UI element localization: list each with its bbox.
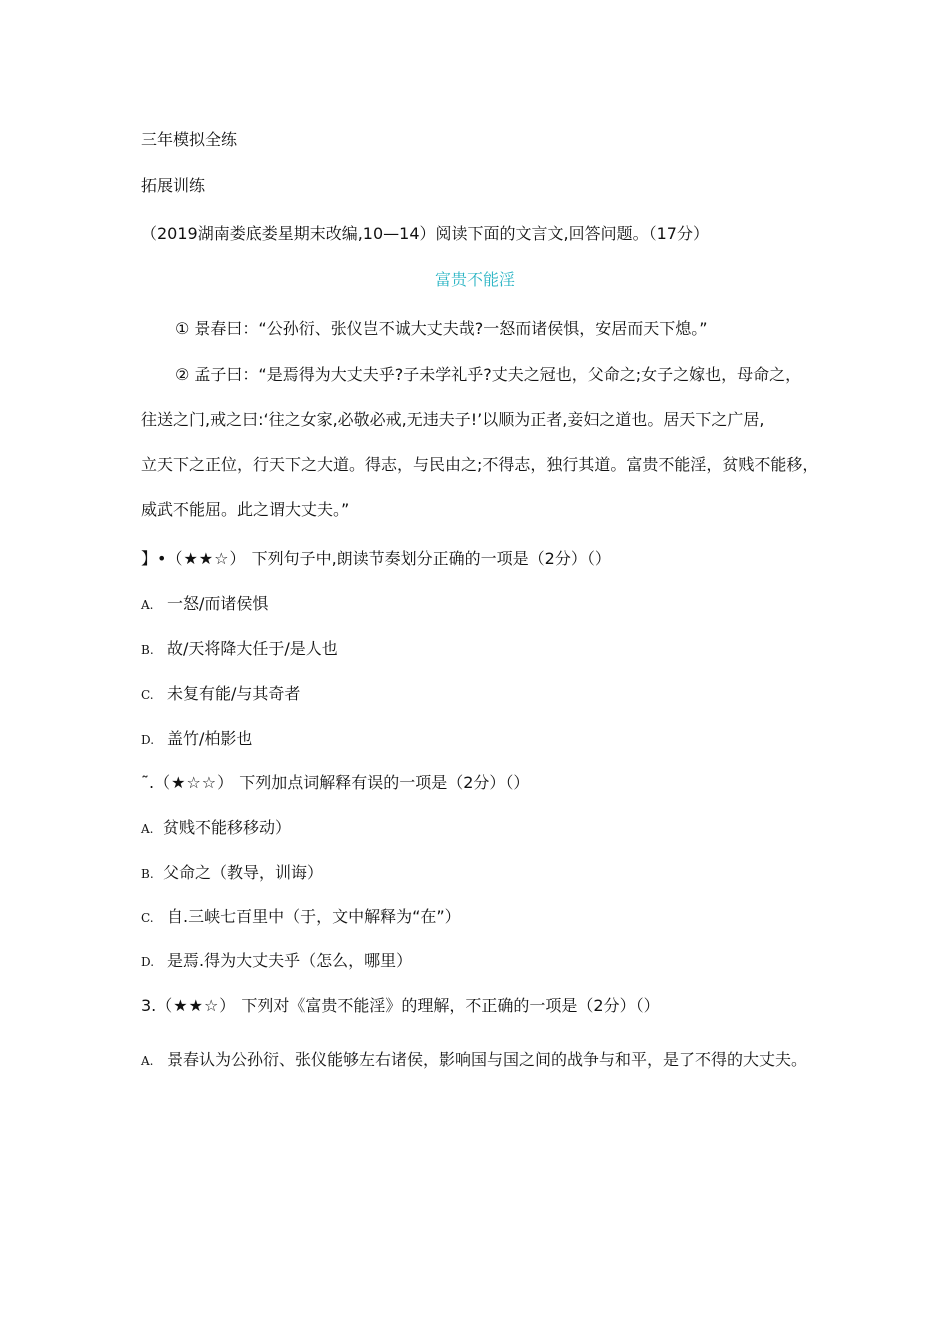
option-letter: A. xyxy=(141,822,154,836)
option-text: 自.三峡七百里中（于，文中解释为“在”） xyxy=(167,907,461,926)
question-3 xyxy=(141,996,660,1016)
option-c xyxy=(141,907,461,928)
section-title: 三年模拟全练 xyxy=(141,130,238,149)
option-c xyxy=(141,684,300,705)
option-letter: B. xyxy=(141,643,154,657)
difficulty-stars: （★★☆） xyxy=(166,549,247,568)
option-text: 故/天将降大任于/是人也 xyxy=(167,639,338,658)
passage-paragraph: ② 孟子曰：“是焉得为大丈夫乎?子未学礼乎?丈夫之冠也，父命之;女子之嫁也，母命之， xyxy=(175,365,802,384)
option-a xyxy=(141,594,268,615)
question-1 xyxy=(141,549,611,569)
option-text: 未复有能/与其奇者 xyxy=(167,684,301,703)
difficulty-stars: （★☆☆） xyxy=(154,773,235,792)
option-letter: D. xyxy=(141,733,155,747)
passage-line: 立天下之正位，行天下之大道。得志，与民由之;不得志，独行其道。富贵不能淫，贫贱不能移， xyxy=(141,455,819,474)
option-letter: D. xyxy=(141,955,155,969)
passage-title: 富贵不能淫 xyxy=(434,270,515,289)
question-2 xyxy=(141,773,529,793)
option-b xyxy=(141,863,323,884)
option-text: 父命之（教导，训诲） xyxy=(163,863,324,882)
option-text: 是焉.得为大丈夫乎（怎么，哪里） xyxy=(167,951,413,970)
subsection-title: 拓展训练 xyxy=(141,176,206,195)
option-a xyxy=(141,1050,807,1071)
option-text: 盖竹/柏影也 xyxy=(167,729,253,748)
intro-text: （2019湖南娄底娄星期末改编,10—14）阅读下面的文言文,回答问题。（17分） xyxy=(141,224,709,243)
question-number: 3. xyxy=(141,996,157,1015)
question-text: 下列对《富贵不能淫》的理解，不正确的一项是（2分）（） xyxy=(241,996,660,1015)
option-letter: B. xyxy=(141,867,154,881)
question-number: ˜. xyxy=(141,773,155,792)
option-text: 景春认为公孙衍、张仪能够左右诸侯，影响国与国之间的战争与和平，是了不得的大丈夫。 xyxy=(167,1050,808,1069)
option-text: 一怒/而诸侯惧 xyxy=(167,594,269,613)
difficulty-stars: （★★☆） xyxy=(156,996,237,1015)
option-d xyxy=(141,729,252,750)
option-text: 贫贱不能移移动） xyxy=(163,818,292,837)
option-letter: C. xyxy=(141,911,154,925)
option-a xyxy=(141,818,291,839)
option-d xyxy=(141,951,412,972)
option-letter: A. xyxy=(141,598,154,612)
option-b xyxy=(141,639,338,660)
passage-line: 往送之门,戒之曰:‘往之女家,必敬必戒,无违夫子!’以顺为正者,妾妇之道也。居天下之广居, xyxy=(141,410,765,429)
question-text: 下列句子中,朗读节奏划分正确的一项是（2分）（） xyxy=(251,549,611,568)
passage-paragraph: ① 景春曰：“公孙衍、张仪岂不诚大丈夫哉?一怒而诸侯惧，安居而天下熄。” xyxy=(175,319,708,338)
option-letter: A. xyxy=(141,1054,154,1068)
question-number: 】• xyxy=(141,549,167,568)
passage-line: 威武不能屈。此之谓大丈夫。” xyxy=(141,500,350,519)
question-text: 下列加点词解释有误的一项是（2分）（） xyxy=(239,773,530,792)
option-letter: C. xyxy=(141,688,154,702)
